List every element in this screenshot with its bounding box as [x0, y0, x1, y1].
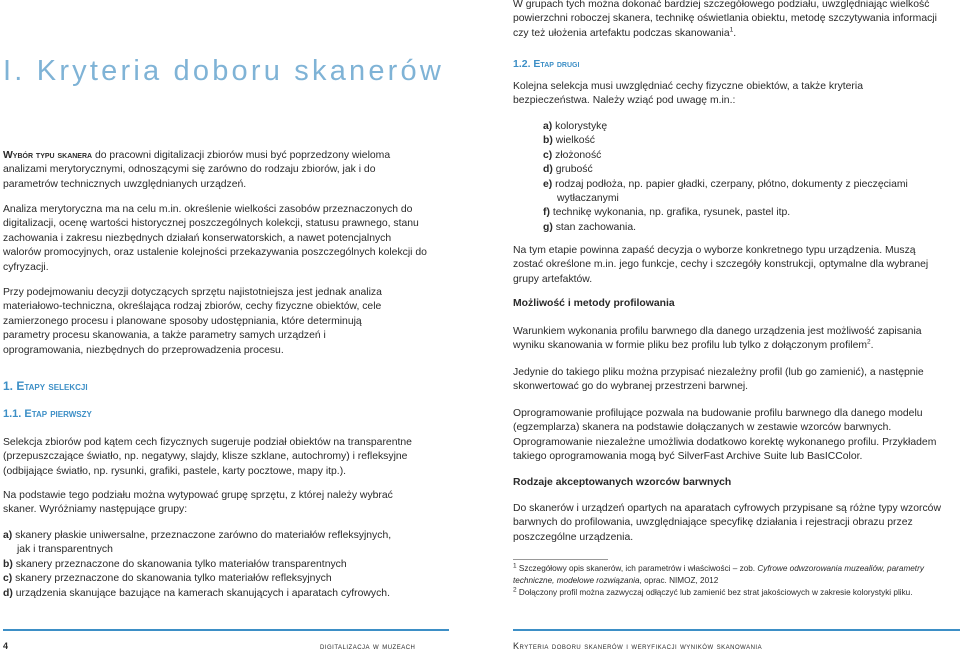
software-paragraph: Oprogramowanie profilujące pozwala na budowanie profilu barwnego dla danego modelu (egzemplarza) skanera na podstawie dołączanych w zestawie wzorców barwnych. Oprogramowanie niezależne umożliwia dodatkowo korektę wykonanego profilu. Przykładem takiego oprogramowania mogą być SilverFast Archive Suite lub BasICColor. [513, 408, 937, 463]
footnote-2: $^2$ Dołączony profil można zazwyczaj odłączyć lub zamienić bez strat jakościowych w zakresie kolorystyki pliku. [513, 586, 913, 597]
profiling-paragraph: Warunkiem wykonania profilu barwnego dla danego urządzenia jest możliwość zapisania wyniku skanowania w formie pliku bez profilu lub tylko z dołączonym profilem$^2$. [513, 326, 922, 352]
criteria-list [543, 120, 953, 235]
page-number: 4 [3, 641, 9, 651]
list-item-continuation: wytłaczanymi [557, 193, 619, 205]
footer-right-text: Kryteria doboru skanerów i weryfikacji wyników skanowania [513, 641, 763, 651]
list-item: d) grubość [543, 164, 593, 176]
footnote-ref-1: 1 [729, 26, 734, 34]
second-paragraph: Kolejna selekcja musi uwzględniać cechy fizyczne obiektów, a także kryteria bezpieczeństwa. Należy wziąć pod uwagę m.in.: [513, 81, 863, 107]
profiling-heading: Możliwość i metody profilowania [513, 298, 675, 309]
selection-paragraph: Selekcja zbiorów pod kątem cech fizycznych sugeruje podział obiektów na transparentne (przepuszczające światło, np. negatywy, slajdy, klisze szklane, autochromy) i refleksyjne (odbijające światło, np. rysunki, grafiki, pastele, karty pocztowe, mapy itp.). [3, 437, 412, 477]
sub-heading-1-2: 1.2. Etap drugi [513, 58, 580, 70]
list-item: a) skanery płaskie uniwersalne, przeznaczone zarówno do materiałów refleksyjnych, [3, 530, 392, 541]
targets-heading: Rodzaje akceptowanych wzorców barwnych [513, 477, 732, 488]
list-item: g) stan zachowania. [543, 221, 636, 233]
list-item: b) wielkość [543, 135, 595, 147]
intro-paragraph [3, 149, 398, 192]
footnote-ref-2: 2 [867, 338, 871, 346]
device-decision-paragraph: Na tym etapie powinna zapaść decyzja o wyborze konkretnego typu urządzenia. Muszą zostać określone m.in. jego funkcje, cechy i szczegóły konstrukcji, optymalne dla wybranej grupy artefaktów. [513, 245, 929, 285]
sub-heading-1-1: 1.1. Etap pierwszy [3, 408, 92, 420]
conversion-paragraph: Jedynie do takiego pliku można przypisać niezależny profil (lub go zamienić), a następnie skonwertować go do wybranej przestrzeni barwnej. [513, 367, 924, 393]
list-item-continuation: jak i transparentnych [17, 544, 113, 556]
list-item: b) skanery przeznaczone do skanowania tylko materiałów transparentnych [3, 558, 347, 570]
list-item: a) kolorystykę [543, 121, 608, 132]
footer-left-text: digitalizacja w muzeach [320, 641, 416, 651]
chapter-title: I. Kryteria doboru skanerów [3, 55, 445, 87]
list-item: c) złożoność [543, 149, 602, 161]
footnote-divider [513, 559, 608, 560]
footer-rule-right [513, 629, 960, 631]
analysis-paragraph: Analiza merytoryczna ma na celu m.in. określenie wielkości zasobów przeznaczonych do digitalizacji, ocenę wartości historycznej poszczególnych kolekcji, statusu prawnego, stanu zachowania i zakresu niezbędnych działań konserwatorskich, a nawet potencjalnych walorów promocyjnych, oraz ustalenie kolejności przekazywania poszczególnych kolekcji do cyfryzacji. [3, 204, 427, 273]
basis-paragraph: Na podstawie tego podziału można wytypować grupę sprzętu, z której należy wybrać skaner. Wyróżniamy następujące grupy: [3, 490, 393, 516]
list-item: e) rodzaj podłoża, np. papier gładki, czerpany, płótno, dokumenty z pieczęciami [543, 178, 908, 190]
footnote-1: $^1$ Szczegółowy opis skanerów, ich parametrów i właściwości – zob. Cyfrowe odwzorowania muzealiów, parametry techniczne, modelowe rozwiązania, oprac. NIMOZ, 2012 [513, 562, 924, 585]
list-item: f) technikę wykonania, np. grafika, rysunek, pastel itp. [543, 207, 791, 219]
intro-rest: do pracowni digitalizacji zbiorów musi być poprzedzony wieloma analizami merytorycznymi, odnoszącymi się zarówno do rodzaju zbiorów, jak i do parametrów technicznych uwzględnianych urządzeń. [3, 150, 391, 190]
section-heading: 1. Etapy selekcji [3, 379, 88, 393]
list-item: c) skanery przeznaczone do skanowania tylko materiałów refleksyjnych [3, 573, 332, 585]
groups-list [3, 529, 443, 601]
targets-paragraph: Do skanerów i urządzeń opartych na aparatach cyfrowych przypisane są różne typy wzorców barwnych do profilowania, uwzględniające specyfikę działania i rejestracji obrazu przez poszczególne urządzenia. [513, 503, 941, 543]
intro-lead: Wybór typu skanera [3, 150, 93, 161]
decision-paragraph: Przy podejmowaniu decyzji dotyczących sprzętu najistotniejsza jest jednak analiza materiałowo-techniczna, określająca rodzaj zbiorów, cechy fizyczne obiektów, cele zamierzonego procesu i planowane sposoby udostępniania, które determinują parametry procesu skanowania, a także parametry samych urządzeń i oprogramowania, niezbędnych do przeprowadzenia procesu. [3, 287, 382, 356]
list-item: d) urządzenia skanujące bazujące na kamerach skanujących i aparatach cyfrowych. [3, 587, 390, 599]
top-paragraph: W grupach tych można dokonać bardziej szczegółowego podziału, uwzględniając wielkość powierzchni roboczej skanera, technikę oświetlania obiektu, metodę szczytywania informacji czy też ułożenia artefaktu podczas skanowania$^1$. [513, 0, 937, 39]
footer-rule-left [3, 629, 449, 631]
